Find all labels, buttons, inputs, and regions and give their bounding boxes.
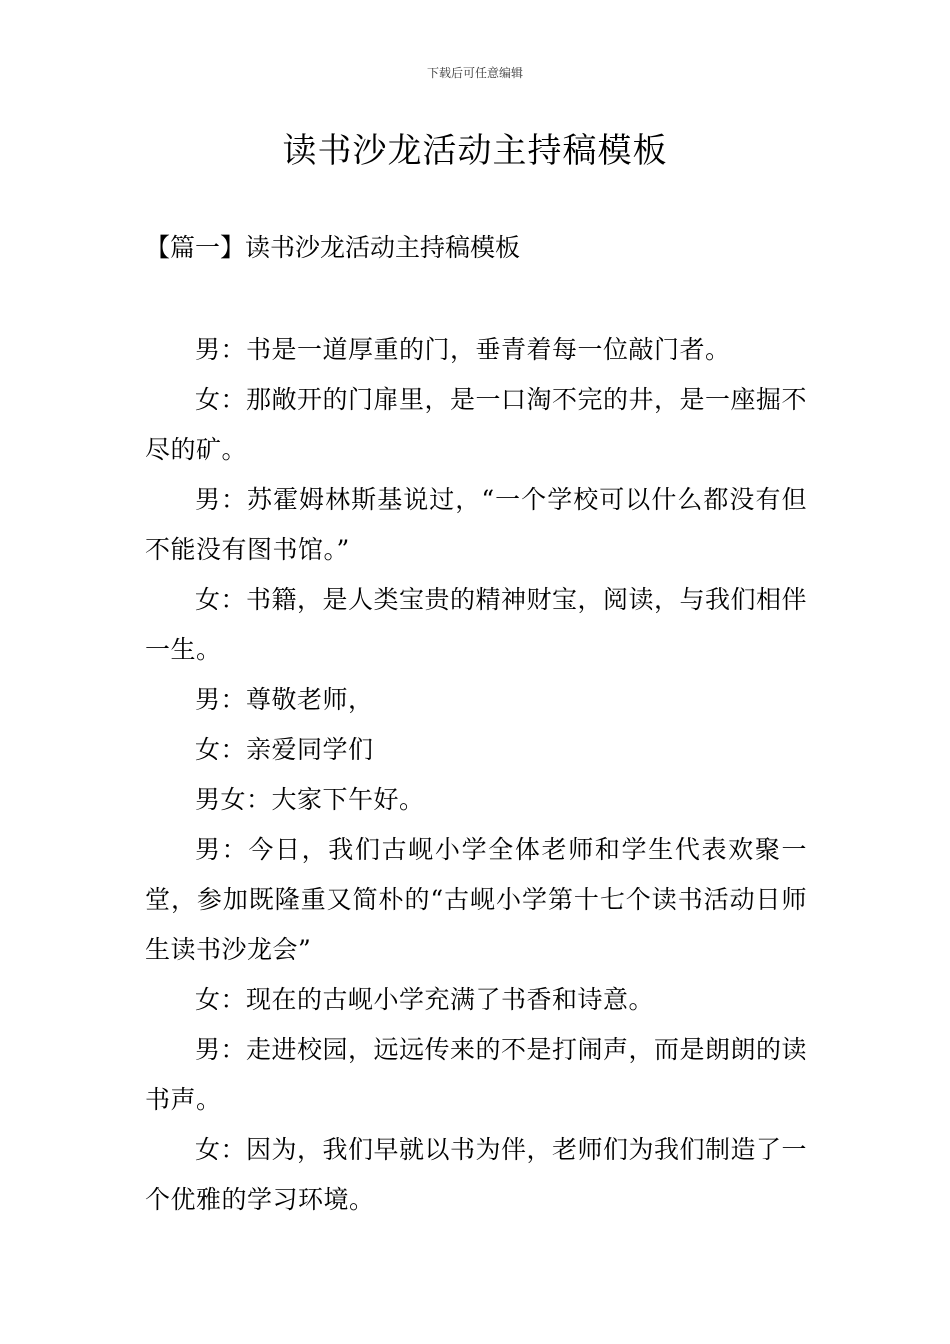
paragraph: 女：因为，我们早就以书为伴，老师们为我们制造了一个优雅的学习环境。 — [145, 1135, 808, 1214]
paragraph: 男：书是一道厚重的门，垂青着每一位敲门者。 — [195, 335, 731, 364]
paragraph: 男女：大家下午好。 — [195, 785, 425, 814]
paragraph: 女：现在的古岘小学充满了书香和诗意。 — [195, 985, 655, 1014]
header-note: 下载后可任意编辑 — [426, 66, 523, 80]
paragraph: 男：苏霍姆林斯基说过，“一个学校可以什么都没有但不能没有图书馆。” — [145, 485, 807, 564]
paragraph: 男：走进校园，远远传来的不是打闹声，而是朗朗的读书声。 — [145, 1035, 808, 1114]
paragraph: 女：书籍，是人类宝贵的精神财宝，阅读，与我们相伴一生。 — [145, 585, 808, 664]
document-title: 读书沙龙活动主持稿模板 — [282, 131, 668, 171]
paragraph: 女：那敞开的门扉里，是一口淘不完的井，是一座掘不尽的矿。 — [145, 385, 808, 464]
document-body — [145, 325, 807, 1225]
paragraph: 男：今日，我们古岘小学全体老师和学生代表欢聚一堂，参加既隆重又简朴的“古岘小学第十七个读书活动日师生读书沙龙会” — [145, 835, 807, 964]
paragraph: 男：尊敬老师， — [195, 685, 374, 714]
paragraph: 女：亲爱同学们 — [195, 735, 374, 764]
section-heading: 【篇一】读书沙龙活动主持稿模板 — [145, 233, 521, 262]
